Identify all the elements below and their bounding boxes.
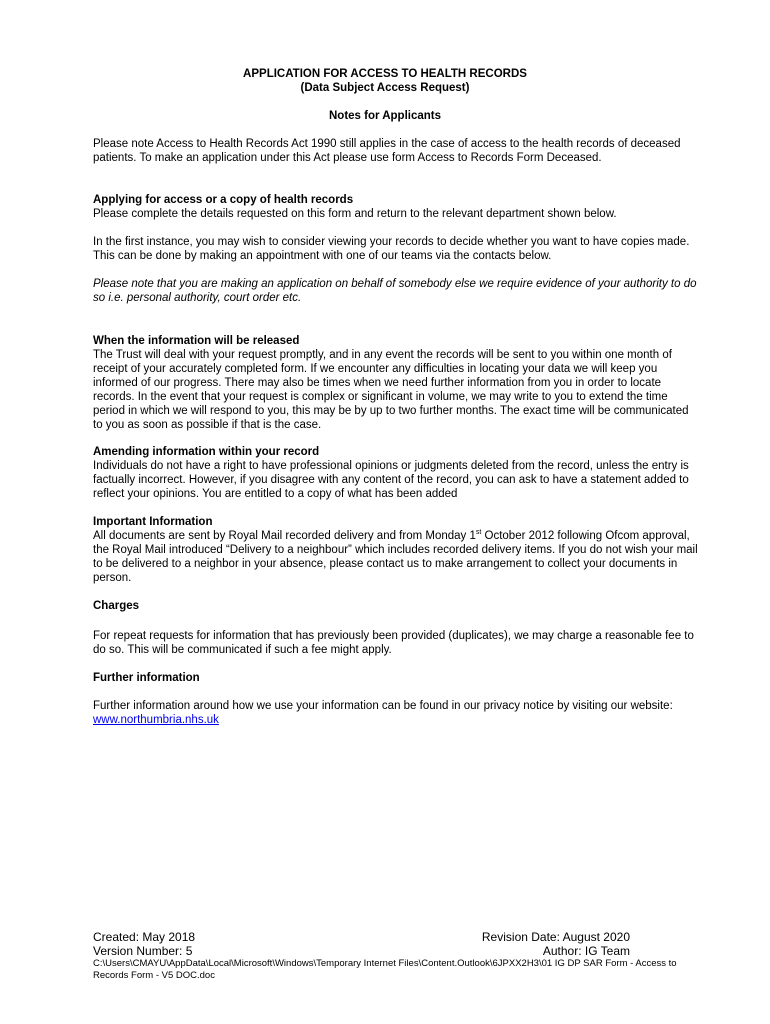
charges-section: [93, 599, 698, 613]
applying-heading: Applying for access or a copy of health records: [93, 194, 354, 206]
charges-text: For repeat requests for information that has previously been provided (duplicates), we may charge a reasonable fee to do so. This will be communicated if such a fee might apply.: [93, 630, 694, 656]
charges-heading: Charges: [93, 600, 140, 612]
authority-note: [93, 277, 698, 305]
intro-text: Please note Access to Health Records Act 1990 still applies in the case of access to the health records of deceased patients. To make an application under this Act please use form Access to Records Form Deceased.: [93, 138, 681, 164]
ordinal-suffix: st: [475, 529, 482, 536]
further-section: [93, 671, 698, 685]
important-text-b: October 2012 following Ofcom approval, the Royal Mail introduced “Delivery to a neighbour” which includes recorded delivery items. If you do not wish your mail to be delivered to a neighbor in your absence, please contact us to make arrangement to collect your documents in person.: [93, 530, 698, 584]
author: Author: IG Team: [542, 944, 630, 958]
file-path: C:\Users\CMAYU\AppData\Local\Microsoft\Windows\Temporary Internet Files\Content.Outlook\6JPXX2H3\01 IG DP SAR Form - Access to Records Form - V5 DOC.doc: [93, 958, 677, 981]
release-heading: When the information will be released: [93, 335, 300, 347]
further-text-body: Further information around how we use your information can be found in our privacy notice by visiting our website:: [93, 700, 673, 712]
notes-heading: Notes for Applicants: [328, 110, 442, 122]
version-number: Version Number: 5: [93, 944, 193, 958]
revision-date: Revision Date: August 2020: [481, 930, 630, 944]
applying-text: Please complete the details requested on this form and return to the relevant department shown below.: [93, 208, 617, 220]
applying-section: [93, 193, 698, 221]
website-link[interactable]: www.northumbria.nhs.uk: [93, 714, 219, 726]
important-text-a: All documents are sent by Royal Mail recorded delivery and from Monday 1: [93, 530, 476, 542]
release-section: [93, 334, 698, 432]
authority-note-text: Please note that you are making an application on behalf of somebody else we require evidence of your authority to do so i.e. personal authority, court order etc.: [93, 278, 697, 304]
release-text: The Trust will deal with your request promptly, and in any event the records will be sent to you within one month of receipt of your accurately completed form. If we encounter any difficulties in locating your data we will keep you informed of our progress. There may also be times when we need further information from you in order to locate records. In the event that your request is complex or significant in volume, we may write to you to extend the time period in which we will respond to you, this may be by up to two further months. The exact time will be communicated to you as soon as possible if that is the case.: [93, 349, 689, 431]
viewing-text: In the first instance, you may wish to consider viewing your records to decide whether you want to have copies made. This can be done by making an appointment with one of our teams via the contacts below.: [93, 236, 690, 262]
important-section: [93, 515, 698, 585]
charges-paragraph: [93, 629, 698, 657]
further-heading: Further information: [93, 672, 200, 684]
amending-section: [93, 445, 698, 501]
amending-text: Individuals do not have a right to have professional opinions or judgments deleted from the record, unless the entry is factually incorrect. However, if you disagree with any content of the record, you can ask to have a statement added to reflect your opinions. You are entitled to a copy of what has been added: [93, 460, 689, 500]
created-date: Created: May 2018: [93, 930, 196, 944]
intro-paragraph: [93, 137, 698, 165]
footer-right: [471, 930, 630, 958]
amending-heading: Amending information within your record: [93, 446, 320, 458]
document-title: APPLICATION FOR ACCESS TO HEALTH RECORDS: [243, 68, 527, 80]
further-text: [93, 699, 698, 727]
further-paragraph: [93, 699, 698, 727]
important-text: [93, 529, 698, 585]
document-subtitle: (Data Subject Access Request): [300, 82, 470, 94]
footer-left: [93, 930, 195, 958]
viewing-paragraph: [93, 235, 698, 263]
important-heading: Important Information: [93, 516, 213, 528]
